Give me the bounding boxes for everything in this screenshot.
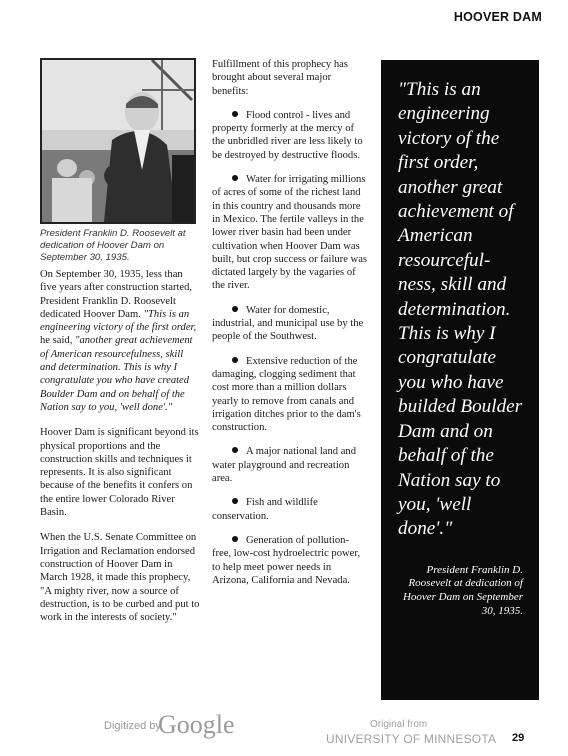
benefit-text: Flood control - lives and property formerly at the mercy of the unbridled river are less likely to be destroyed by destructive floods. — [212, 109, 363, 161]
pull-quote-box — [381, 60, 539, 700]
page-number: 29 — [512, 732, 525, 744]
pull-quote: "This is an engineering victory of the first order, another great achievement of American resourceful-ness, skill and determination. This is why I congratulate you who have builded Boulder Dam and on behalf of the Nation say to you, 'well done'." — [398, 79, 523, 540]
benefit-item — [212, 496, 368, 523]
benefit-text: Fish and wildlife conservation. — [212, 497, 318, 522]
paragraph-dedication — [40, 268, 200, 414]
benefit-item — [212, 534, 368, 587]
original-from-label: Original from — [370, 719, 428, 730]
photo-caption: President Franklin D. Roosevelt at dedication of Hoover Dam on September 30, 1935. — [40, 228, 186, 263]
benefit-text: Water for domestic, industrial, and municipal use by the people of the Southwest. — [212, 304, 364, 343]
quote-inline-2: "another great achievement of American resourcefulness, skill and determination. This is why I congratulate you who have created Boulder Dam and on behalf of the Nation say to you, 'well done'." — [40, 335, 193, 413]
benefit-text: A major national land and water playground and recreation area. — [212, 446, 357, 485]
benefit-text: Extensive reduction of the damaging, clogging sediment that cost more than a million dollars yearly to remove from canals and irrigation ditches prior to the dam's construction. — [212, 355, 361, 434]
google-watermark: Google — [158, 710, 235, 739]
benefits-intro: Fulfillment of this prophecy has brought about several major benefits: — [212, 59, 348, 97]
benefit-item — [212, 173, 368, 293]
benefit-item — [212, 109, 368, 162]
bullet-icon — [232, 498, 238, 504]
column-left — [40, 268, 200, 636]
bullet-icon — [232, 357, 238, 363]
benefit-item — [212, 445, 368, 485]
bullet-icon — [232, 536, 238, 542]
roosevelt-photo — [40, 58, 196, 224]
benefit-item — [212, 355, 368, 435]
paragraph-prophecy: When the U.S. Senate Committee on Irrigation and Reclamation endorsed construction of Hoover Dam in March 1928, it made this prophecy, "A mighty river, now a source of destruction, is to be curbed and put to work in the interests of society." — [40, 532, 200, 624]
quote-attribution: President Franklin D. Roosevelt at dedication of Hoover Dam on September 30, 1935. — [402, 563, 523, 617]
bullet-icon — [232, 447, 238, 453]
section-title: HOOVER DAM — [453, 10, 542, 24]
digitized-by-label: Digitized by — [104, 720, 161, 732]
bullet-icon — [232, 306, 238, 312]
dedication-text: On September 30, 1935, less than five years after construction started, President Franklin D. Roosevelt dedicated Hoover Dam. — [40, 269, 193, 320]
benefit-item — [212, 304, 368, 344]
bullet-icon — [232, 175, 238, 181]
bullet-icon — [232, 111, 238, 117]
column-middle — [212, 58, 368, 598]
quote-inline-1: "This is an engineering victory of the first order, — [40, 308, 197, 334]
paragraph-significance: Hoover Dam is significant beyond its physical proportions and the construction skills and techniques it represents. It is also significant because of the benefits it confers on the entire lower Colorado River Basin. — [40, 427, 199, 519]
benefit-text: Water for irrigating millions of acres of some of the richest land in this country and thousands more in Mexico. The fertile valleys in the lower river basin had been under cultivation when Hoover Dam was built, but crop success or failure was dictated largely by the vagaries of the river. — [212, 174, 368, 292]
benefit-text: Generation of pollution-free, low-cost hydroelectric power, to help meet power needs in Arizona, California and Nevada. — [212, 534, 361, 586]
dedication-said: he said, — [40, 335, 76, 347]
university-label: UNIVERSITY OF MINNESOTA — [326, 732, 497, 746]
